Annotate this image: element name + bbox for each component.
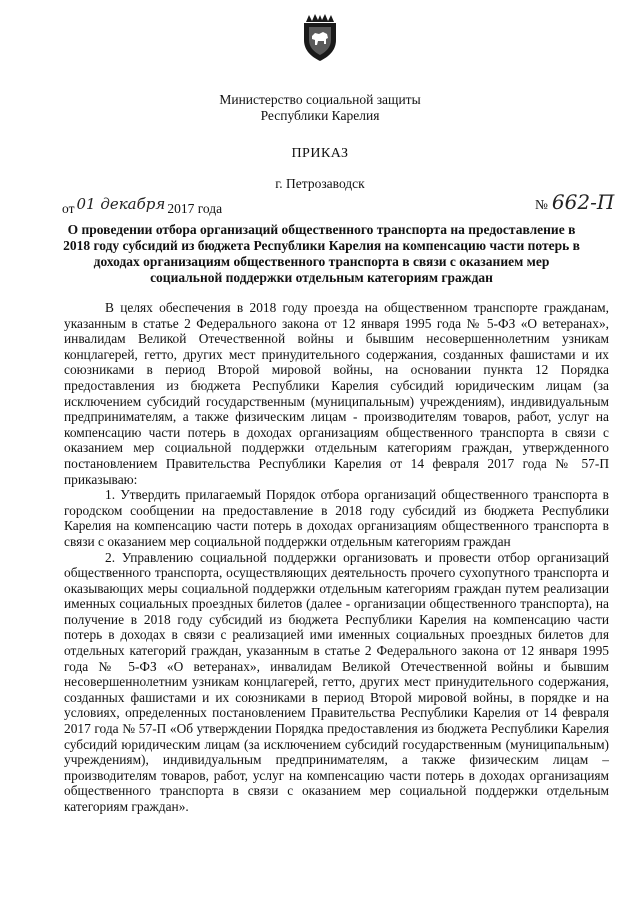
ministry-line-2: Республики Карелия bbox=[260, 108, 380, 123]
preamble-paragraph: В целях обеспечения в 2018 году проезда на общественном транспорте гражданам, указанным в статье 2 Федерального закона от 12 января 1995 года № 5-ФЗ «О ветеранах», инвалидам Великой Отечественной войны и бывшим несовершеннолетним узникам концлагерей, гетто, других мест принудительного содержания, созданных фашистами и их союзниками в период Второй мировой войны, на основании пункта 12 Порядка предоставления из бюджета Республики Карелия субсидий юридическим лицам (за исключением субсидий государственным (муниципальным) учреждениям), индивидуальным предпринимателям, а также физическим лицам - производителям товаров, работ, услуг на компенсацию части потерь в доходах организациям общественного транспорта в связи с оказанием мер социальной поддержки отдельным категориям граждан, утвержденного постановлением Правительства Республики Карелия от 14 февраля 2017 года № 57-П приказываю: bbox=[64, 300, 609, 487]
order-body bbox=[64, 300, 609, 815]
number-sign: № bbox=[535, 197, 548, 212]
coat-of-arms-emblem bbox=[300, 14, 340, 62]
ministry-name bbox=[0, 92, 640, 124]
subject-line-4: социальной поддержки отдельным категориям граждан bbox=[150, 270, 493, 285]
city-name: г. Петрозаводск bbox=[275, 176, 365, 191]
subject-line-3: доходах организациям общественного транспорта в связи с оказанием мер bbox=[93, 254, 550, 269]
handwritten-date: 01 декабря bbox=[76, 195, 166, 213]
subject-line-1: О проведении отбора организаций общественного транспорта на предоставление в bbox=[67, 222, 576, 237]
ministry-line-1: Министерство социальной защиты bbox=[219, 92, 421, 107]
date-prefix: от bbox=[62, 201, 75, 216]
order-number bbox=[535, 190, 614, 214]
item-2-paragraph: 2. Управлению социальной поддержки организовать и провести отбор организаций общественного транспорта, осуществляющих деятельность прочего сухопутного транспорта и оказывающих меры социальной поддержки отдельным категориям граждан путем реализации именных социальных проездных билетов (далее - организации общественного транспорта), на получение в 2018 году субсидий из бюджета Республики Карелия на компенсацию части потерь в доходах в связи с реализацией ими именных социальных проездных билетов для отдельных категорий граждан, указанным в статье 2 Федерального закона от 12 января 1995 года № 5-ФЗ «О ветеранах», инвалидам Великой Отечественной войны и бывшим несовершеннолетним узникам концлагерей, гетто, других мест принудительного содержания, созданных фашистами и их союзниками в период Второй мировой войны, в порядке и на условиях, определенных постановлением Правительства Республики Карелия от 14 февраля 2017 года № 57-П «Об утверждении Порядка предоставления из бюджета Республики Карелия субсидий юридическим лицам (за исключением субсидий государственным (муниципальным) учреждениям), индивидуальным предпринимателям, а также физическим лицам – производителям товаров, работ, услуг на компенсацию части потерь в доходах организациям общественного транспорта в связи с оказанием мер социальной поддержки отдельным категориям граждан». bbox=[64, 549, 609, 814]
handwritten-number: 662-П bbox=[551, 190, 615, 214]
subject-line-2: 2018 году субсидий из бюджета Республики Карелия на компенсацию части потерь в bbox=[63, 238, 580, 253]
order-subject bbox=[40, 222, 603, 286]
item-1-paragraph: 1. Утвердить прилагаемый Порядок отбора организаций общественного транспорта в городском сообщении на предоставление в 2018 году субсидий из бюджета Республики Карелия на компенсацию части потерь в доходах организациям общественного транспорта в связи с оказанием мер социальной поддержки отдельным категориям граждан bbox=[64, 487, 609, 549]
date-year: 2017 года bbox=[167, 201, 223, 216]
order-title: ПРИКАЗ bbox=[291, 146, 349, 161]
order-date bbox=[62, 195, 223, 217]
